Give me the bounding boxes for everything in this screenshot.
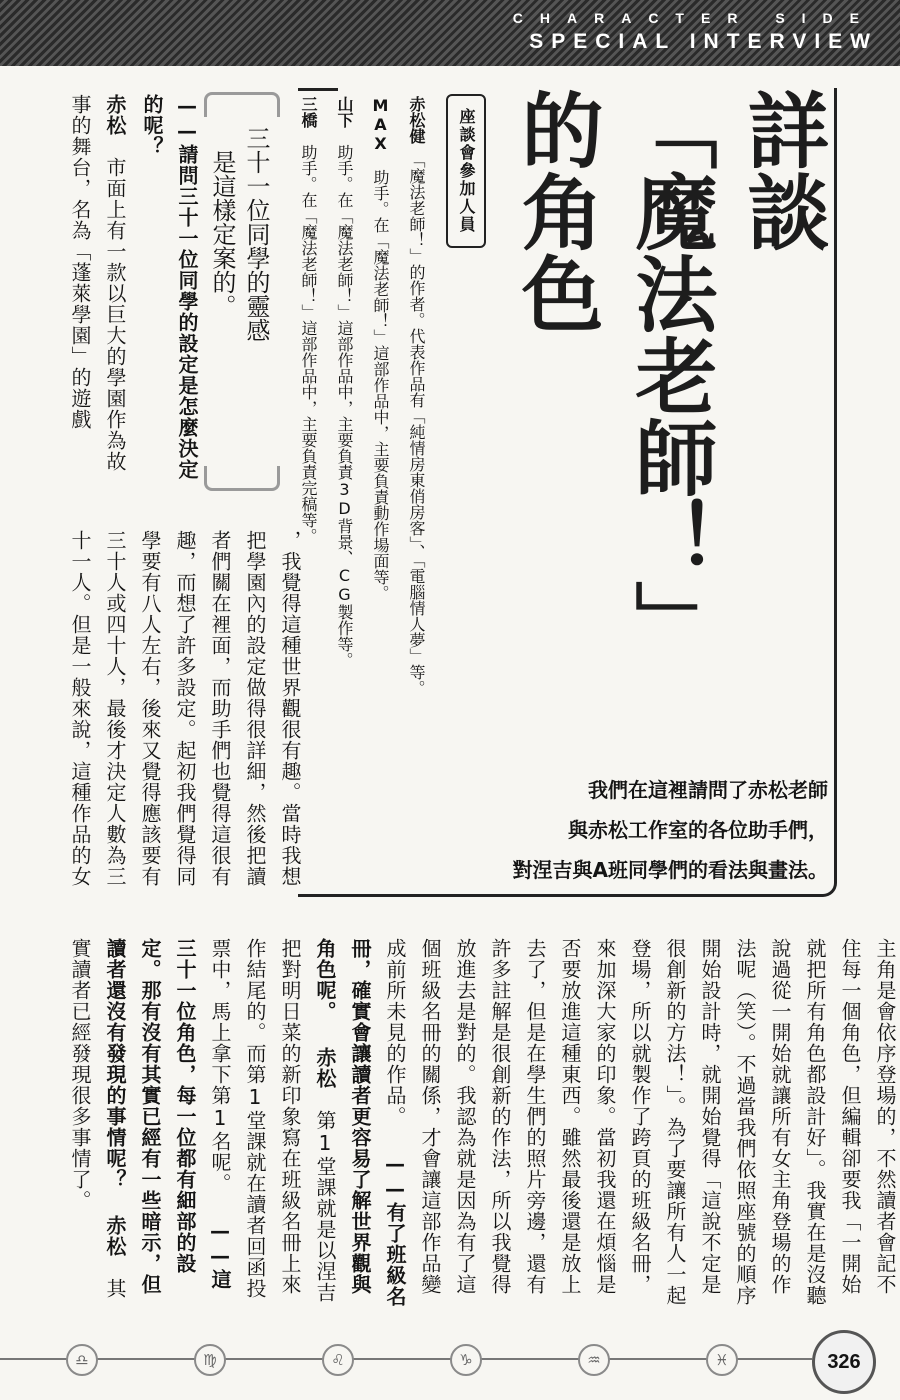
virgo-icon: ♍ bbox=[194, 1344, 226, 1376]
question-text: ——請問三十一位同學的設定是怎麼決定的呢？ bbox=[140, 94, 199, 480]
libra-icon: ♎ bbox=[66, 1344, 98, 1376]
pull-quote-bracket-top bbox=[204, 92, 280, 117]
cast-member-name: 山下 bbox=[335, 96, 354, 128]
aquarius-icon: ♒ bbox=[578, 1344, 610, 1376]
banner-title: SPECIAL INTERVIEW bbox=[529, 30, 878, 53]
intro-frame-cap bbox=[298, 88, 338, 91]
pull-quote-line-1: 三十一位同學的靈感 bbox=[242, 126, 270, 342]
interview-answer-1 bbox=[62, 94, 132, 484]
cast-member bbox=[362, 96, 398, 856]
lead-line-1: 我們在這裡請問了赤松老師 bbox=[588, 778, 828, 802]
answer-text: 其實讀者已經發現很多事情了。 bbox=[68, 938, 127, 1299]
lead-line-2: 與赤松工作室的各位助手們， bbox=[568, 818, 828, 842]
leo-icon: ♌ bbox=[322, 1344, 354, 1376]
cast-member-desc: 「魔法老師！」的作者。代表作品有「純情房東俏房客」、「電腦情人夢」等。 bbox=[407, 160, 426, 696]
header-banner bbox=[0, 0, 900, 66]
cast-member-name: MAX bbox=[371, 96, 390, 153]
pull-quote-bracket-bottom bbox=[204, 466, 280, 491]
cast-member-desc: 助手。在「魔法老師！」這部作品中，主要負責3D背景、CG製作等。 bbox=[335, 144, 354, 668]
interview-body-middle bbox=[62, 530, 307, 900]
question-text: ——有了班級名冊，確實會讓讀者更容易了解世界觀與角色呢。 bbox=[313, 938, 407, 1307]
cast-heading: 座談會參加人員 bbox=[446, 94, 486, 248]
answer-text: 市面上有一款以巨大的學園作為故事的舞台，名為「蓬萊學園」的遊戲 bbox=[68, 94, 127, 472]
capricorn-icon: ♑ bbox=[450, 1344, 482, 1376]
answer-text: 第1堂課就是以涅吉把對明日菜的新印象寫在班級名冊上來作結尾的。而第1堂課就在讀者回函投票中，馬上拿下第1名呢。 bbox=[208, 938, 337, 1303]
cast-member bbox=[398, 96, 434, 856]
body-text: 主角是會依序登場的，不然讀者會記不住每一個角色，但編輯卻要我「一開始就把所有角色都設計好」。我實在是沒聽說過從一開始就讓所有女主角登場的作法呢（笑）。不過當我們依照座號的順序開始設計時，就開始覺得「這說不定是很創新的方法！」。為了要讓所有人一起登場，所以就製作了跨頁的班級名冊，來加深大家的印象。當初我還在煩惱是否要放進這種東西。雖然最後還是放上去了，但是在學生們的照片旁邊，還有許多註解是很創新的作法，所以我覺得放進去是對的。我認為就是因為有了這個班級名冊的關係，才會讓這部作品變成前所未見的作品。 bbox=[383, 938, 897, 1306]
title-line-1: 詳談 bbox=[734, 88, 830, 252]
banner-subtitle: CHARACTER SIDE bbox=[512, 10, 876, 26]
pisces-icon: ♓ bbox=[706, 1344, 738, 1376]
cast-member-desc: 助手。在「魔法老師！」這部作品中，主要負責完稿等。 bbox=[299, 144, 318, 544]
speaker-label: 赤松 bbox=[103, 1215, 127, 1257]
cast-member-name: 赤松健 bbox=[407, 96, 426, 144]
lead-line-3: 對涅吉與A班同學們的看法與畫法。 bbox=[512, 858, 828, 882]
speaker-label: 赤松 bbox=[103, 94, 127, 136]
footer-rule bbox=[0, 1358, 812, 1360]
question-text: ——這三十一位角色，每一位都有細部的設定。那有沒有其實已經有一些暗示，但讀者還沒有發現的事情呢？ bbox=[103, 938, 232, 1295]
title-line-3: 的角色 bbox=[508, 88, 604, 334]
body-text: ，我覺得這種世界觀很有趣。當時我想把學園內的設定做得很詳細，然後把讀者們關在裡面，而助手們也覺得這很有趣，而想了許多設定。起初我們覺得同學要有八人左右，後來又覺得應該要有三十人或四十人，最後才決定人數為三十一人。但是一般來說，這種作品的女 bbox=[68, 530, 302, 887]
cast-member bbox=[326, 96, 362, 856]
interview-body-lower bbox=[62, 938, 900, 1310]
speaker-label: 赤松 bbox=[313, 1047, 337, 1089]
cast-member-desc: 助手。在「魔法老師！」這部作品中，主要負責動作場面等。 bbox=[371, 169, 390, 601]
pull-quote-line-2: 是這樣定案的。 bbox=[208, 150, 236, 318]
interview-question-1 bbox=[134, 94, 204, 484]
cast-member-name: 三橋 bbox=[299, 96, 318, 128]
title-line-2: 「魔法老師！」 bbox=[622, 88, 718, 662]
page-number: 326 bbox=[812, 1330, 876, 1394]
